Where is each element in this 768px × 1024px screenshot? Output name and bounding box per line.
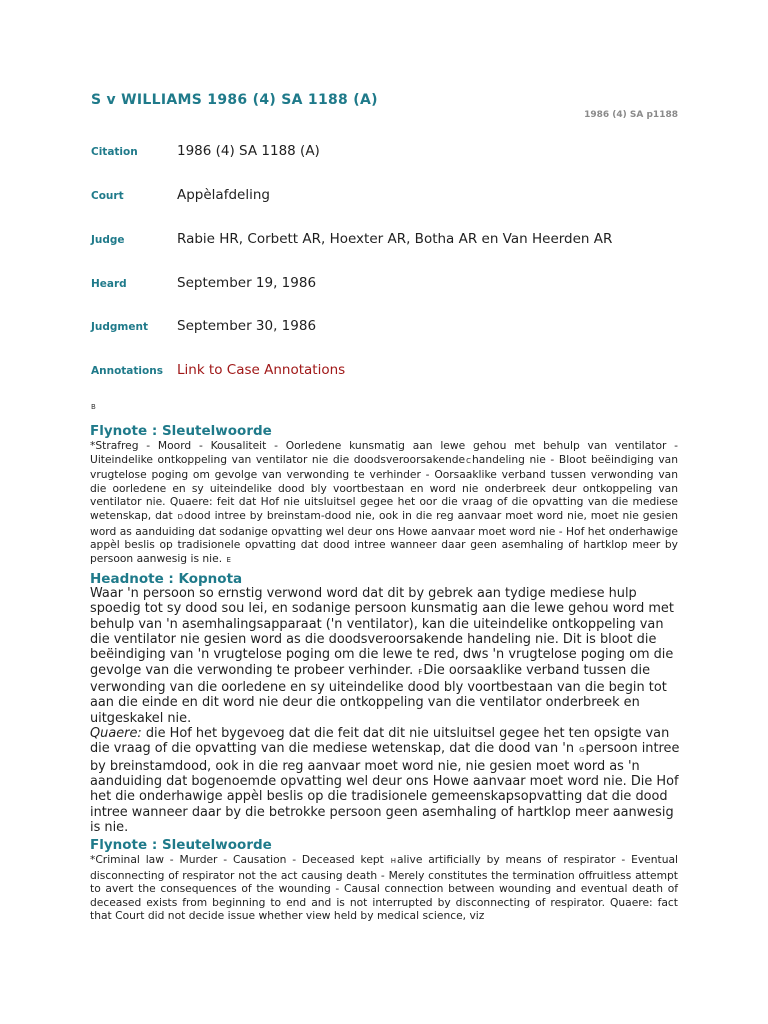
headnote-part-3: die Hof het bygevoeg dat die feit dat dit nie uitsluitsel gegee het ten opsigte van die vraag of die opvatting van die mediese wetenskap, dat die dood van 'n [90, 726, 670, 757]
headnote-text [90, 586, 680, 836]
flynote-af-part-2: handeling nie - Bloot beëindiging van vrugtelose poging om gevolge van verwonding te verhinder - Oorsaaklike verband tussen verwonding van die oorledene en sy uiteindelike dood bly voortbestaan en word nie onderbreek deur ontkoppeling van ventilator nie. Quaere: feit dat Hof nie uitsluitsel gegee het oor die vraag of die opvatting van die mediese wetenskap, dat [90, 452, 678, 522]
page-reference: 1986 (4) SA p1188 [584, 110, 678, 120]
flynote-af-part-3: dood intree by breinstam-dood nie, ook in die reg aanvaar moet word nie, moet nie gesien word as aanduiding dat sodanige opvatting wel deur ons Howe aanvaar moet word nie - Hof het onderhawige appèl beslis op tradisionele opvatting dat dood intree wanneer daar geen asemhaling of hartklop meer by persoon aanwesig is nie. [90, 508, 678, 565]
headnote-heading: Headnote : Kopnota [90, 571, 243, 587]
margin-letter-d: D [177, 512, 183, 521]
annotations-label: Annotations [91, 365, 163, 377]
case-annotations-link[interactable]: Link to Case Annotations [177, 362, 346, 378]
margin-letter-f: F [418, 667, 423, 676]
court-label: Court [91, 190, 124, 202]
margin-letter-g: G [579, 746, 585, 755]
margin-letter-c: C [466, 456, 471, 465]
heard-value: September 19, 1986 [177, 275, 317, 291]
headnote-part-2: Die oorsaaklike verband tussen die verwonding van die oorledene en sy uiteindelike dood bly voortbestaan van die begin tot aan die einde en dit word nie deur die ontkoppeling van die ventilator onderbreek en uitgeskakel nie. [90, 662, 667, 726]
judge-label: Judge [91, 234, 125, 246]
flynote-en-part-1: *Criminal law - Murder - Causation - Deceased kept [90, 853, 384, 866]
judgment-label: Judgment [91, 321, 148, 333]
judge-value: Rabie HR, Corbett AR, Hoexter AR, Botha AR en Van Heerden AR [177, 231, 613, 247]
flynote-af-text [90, 439, 678, 567]
margin-letter-e: E [226, 555, 231, 564]
flynote-en-part-2: alive artificially by means of respirator - Eventual disconnecting of respirator not the act causing death - Merely constitutes the termination offruitless attempt to avert the consequences of the wounding - Causal connection between wounding and eventual death of deceased exists from beginning to end and is not interrupted by disconnecting of respirator. Quaere: fact that Court did not decide issue whether view held by medical science, viz [90, 853, 678, 923]
flynote-en-heading: Flynote : Sleutelwoorde [90, 837, 272, 853]
headnote-part-1: Waar 'n persoon so ernstig verwond word dat dit by gebrek aan tydige mediese hulp spoedig tot sy dood sou lei, en sodanige persoon kunsmatig aan die lewe gehou word met behulp van 'n asemhalingsapparaat ('n ventilator), kan die uiteindelike ontkoppeling van die ventilator nie gesien word as die doodsveroorsakende handeling nie. Dit is bloot die beëindiging van 'n vrugtelose poging om die lewe te red, dws 'n vrugtelose poging om die gevolge van die verwonding te probeer verhinder. [90, 586, 674, 678]
flynote-af-part-1: *Strafreg - Moord - Kousaliteit - Oorledene kunsmatig aan lewe gehou met behulp van ventilator - Uiteindelike ontkoppeling van ventilator nie die doodsveroorsakende [90, 439, 678, 466]
judgment-value: September 30, 1986 [177, 318, 317, 334]
flynote-en-text [90, 853, 678, 923]
margin-letter-b: B [91, 403, 96, 411]
case-title: S v WILLIAMS 1986 (4) SA 1188 (A) [91, 92, 378, 108]
quaere-label: Quaere: [90, 726, 142, 742]
citation-label: Citation [91, 146, 138, 158]
flynote-af-heading: Flynote : Sleutelwoorde [90, 423, 272, 439]
court-value: Appèlafdeling [177, 187, 270, 203]
heard-label: Heard [91, 278, 127, 290]
margin-letter-h: H [390, 857, 396, 865]
headnote-part-4: persoon intree by breinstamdood, ook in die reg aanvaar moet word nie, nie gesien moet word as 'n aanduiding dat bogenoemde opvatting wel deur ons Howe aanvaar moet word nie. Die Hof het die onderhawige appèl beslis op die tradisionele gemeenskapsopvatting dat die dood intree wanneer daar by die betrokke persoon geen asemhaling of hartklop meer aanwesig is nie. [90, 741, 680, 836]
citation-value: 1986 (4) SA 1188 (A) [177, 143, 320, 159]
